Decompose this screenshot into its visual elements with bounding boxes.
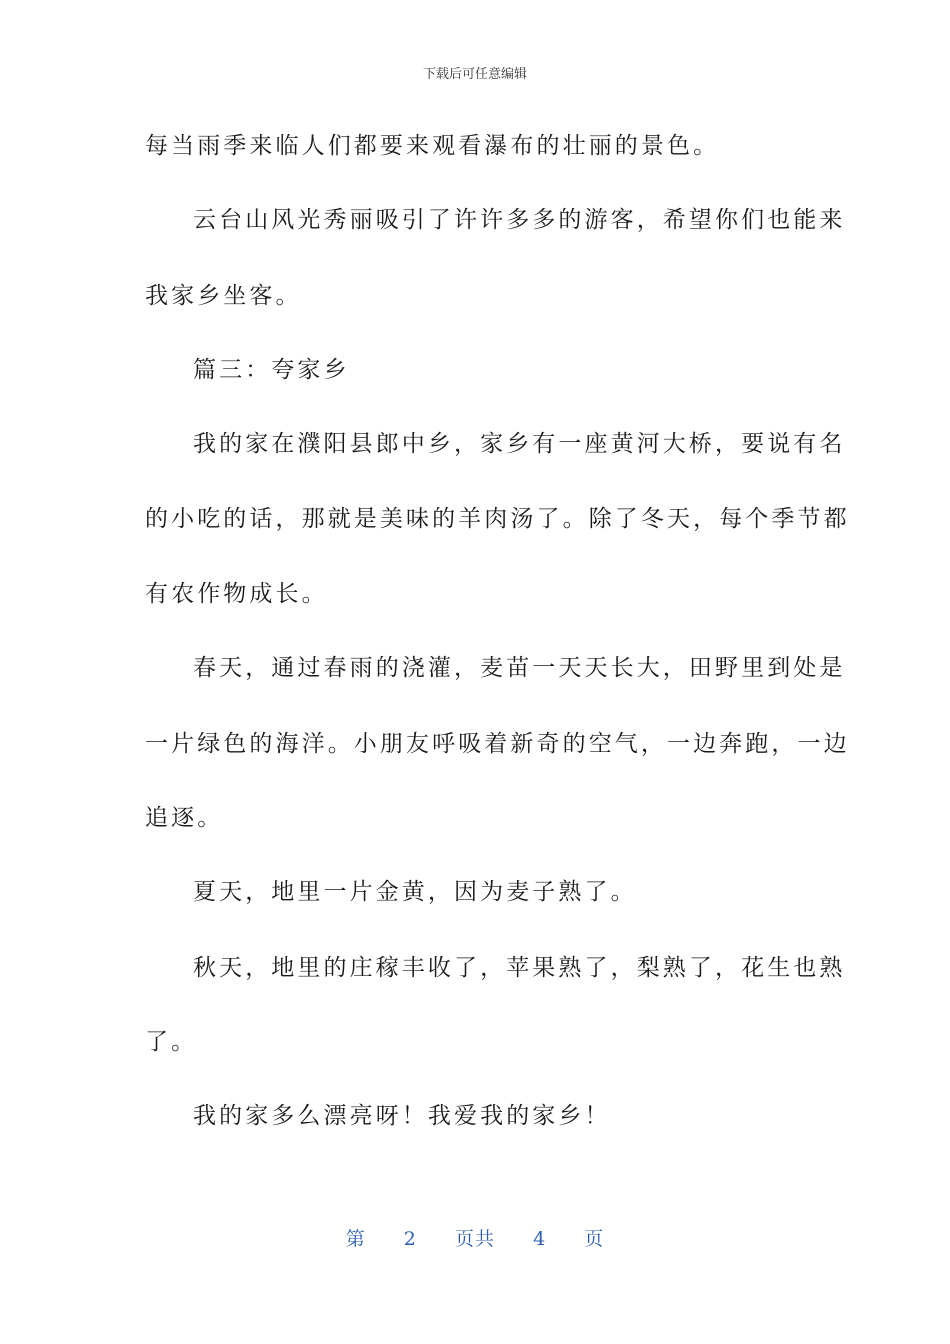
paragraph-line: 的小吃的话，那就是美味的羊肉汤了。除了冬天，每个季节都 <box>145 506 850 532</box>
paragraph-line: 每当雨季来临人们都要来观看瀑布的壮丽的景色。 <box>145 133 720 159</box>
section-heading: 篇三：夸家乡 <box>193 357 350 383</box>
page-header-note: 下载后可任意编辑 <box>422 67 527 82</box>
page-footer-prefix: 第 <box>345 1228 366 1250</box>
paragraph-line: 有农作物成长。 <box>145 581 328 607</box>
paragraph-line: 了。 <box>145 1029 198 1055</box>
paragraph-line: 我家乡坐客。 <box>145 283 302 309</box>
paragraph-line: 秋天，地里的庄稼丰收了，苹果熟了，梨熟了，花生也熟 <box>193 955 846 981</box>
paragraph-line: 云台山风光秀丽吸引了许许多多的游客，希望你们也能来 <box>193 207 846 233</box>
paragraph-line: 我的家多么漂亮呀！我爱我的家乡！ <box>193 1103 611 1129</box>
paragraph-line: 春天，通过春雨的浇灌，麦苗一天天长大，田野里到处是 <box>193 655 846 681</box>
paragraph-line: 我的家在濮阳县郎中乡，家乡有一座黄河大桥，要说有名 <box>193 431 846 457</box>
paragraph-line: 追逐。 <box>145 805 224 831</box>
current-page-number: 2 <box>403 1228 417 1250</box>
total-page-count: 4 <box>533 1228 547 1250</box>
page-footer-suffix: 页 <box>584 1228 605 1250</box>
paragraph-line: 夏天，地里一片金黄，因为麦子熟了。 <box>193 879 637 905</box>
page-number-footer <box>0 1226 950 1252</box>
paragraph-line: 一片绿色的海洋。小朋友呼吸着新奇的空气，一边奔跑，一边 <box>145 731 850 757</box>
page-footer-middle: 页共 <box>454 1228 495 1250</box>
